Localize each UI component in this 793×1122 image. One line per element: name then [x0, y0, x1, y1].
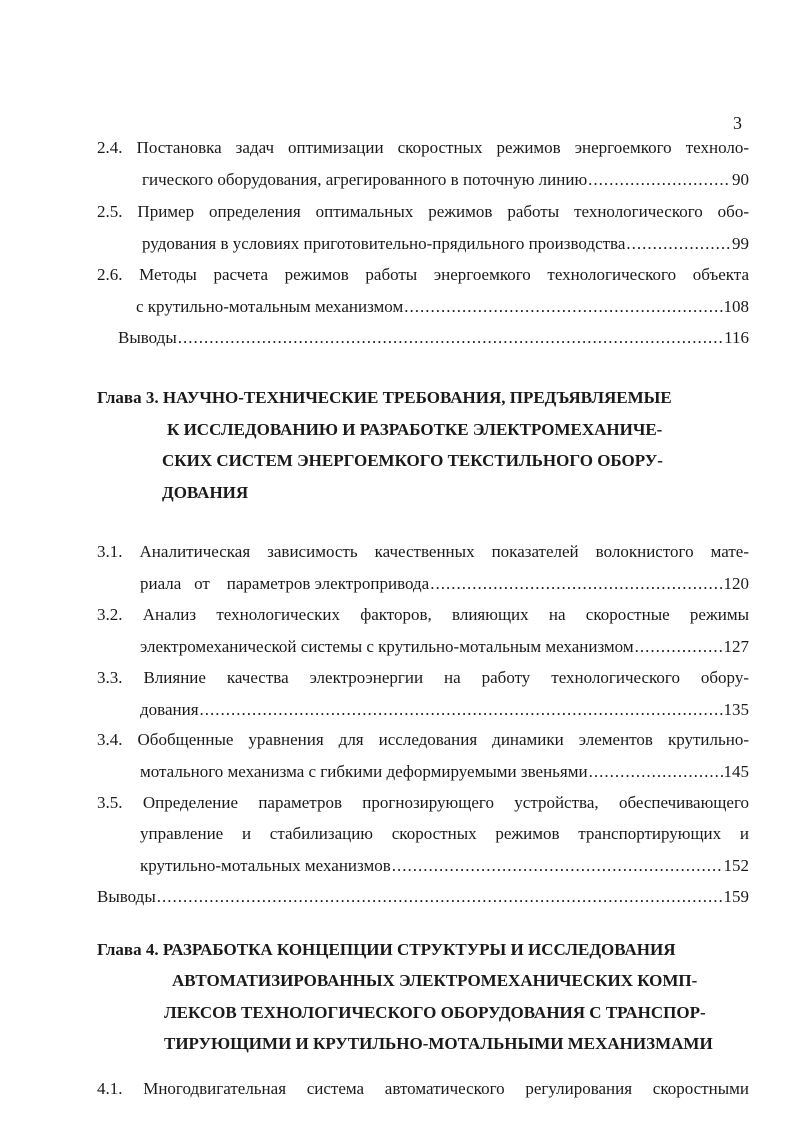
toc-entry-page: 145	[723, 762, 749, 781]
toc-entry-title-cont: мотального механизма с гибкими деформируемыми звеньями	[140, 762, 588, 781]
toc-entry-3-2-line2[interactable]	[140, 636, 749, 658]
chapter-4-heading-line2: АВТОМАТИЗИРОВАННЫХ ЭЛЕКТРОМЕХАНИЧЕСКИХ КОМП-	[172, 971, 698, 990]
leader-dots	[200, 699, 723, 721]
toc-entry-title-cont: крутильно-мотальных механизмов	[140, 856, 391, 875]
toc-entry-title: Влияние качества электроэнергии на работу технологического обору-	[143, 668, 749, 687]
chapter-3-heading-line4: ДОВАНИЯ	[162, 483, 249, 502]
toc-entry-number: 2.5.	[97, 202, 123, 221]
toc-entry-3-3-line1	[97, 667, 749, 689]
toc-entry-page: 116	[724, 328, 749, 347]
toc-entry-title: Постановка задач оптимизации скоростных режимов энергоемкого техноло-	[136, 138, 749, 157]
leader-dots	[626, 233, 731, 255]
toc-entry-number: 2.6.	[97, 265, 123, 284]
toc-entry-number: 3.5.	[97, 793, 123, 812]
toc-entry-page: 127	[723, 637, 749, 656]
toc-entry-title: Методы расчета режимов работы энергоемкого технологического объекта	[139, 265, 749, 284]
toc-entry-2-5-line2[interactable]	[142, 233, 749, 255]
toc-entry-title: Выводы	[118, 328, 177, 347]
toc-entry-2-4-line1	[97, 137, 749, 159]
toc-entry-title: Многодвигательная система автоматического регулирования скоростными	[143, 1079, 749, 1098]
toc-entry-title: Обобщенные уравнения для исследования динамики элементов крутильно-	[137, 730, 750, 749]
chapter-4-heading-line1: Глава 4. РАЗРАБОТКА КОНЦЕПЦИИ СТРУКТУРЫ И ИССЛЕДОВАНИЯ	[97, 940, 676, 959]
toc-entry-title: Определение параметров прогнозирующего устройства, обеспечивающего	[142, 793, 749, 812]
toc-entry-3-4-line2[interactable]	[140, 761, 749, 783]
toc-entry-page: 120	[723, 574, 749, 593]
toc-entry-title-cont: дования	[140, 700, 199, 719]
chapter-4-heading-line4: ТИРУЮЩИМИ И КРУТИЛЬНО-МОТАЛЬНЫМИ МЕХАНИЗМАМИ	[164, 1034, 713, 1053]
toc-entry-3-5-line3[interactable]	[140, 855, 749, 877]
chapter-4-heading-line3: ЛЕКСОВ ТЕХНОЛОГИЧЕСКОГО ОБОРУДОВАНИЯ С ТРАНСПОР-	[164, 1003, 706, 1022]
toc-entry-2-4-line2[interactable]	[142, 169, 749, 191]
leader-dots	[178, 327, 723, 349]
toc-entry-3-1-line1	[97, 541, 749, 563]
leader-dots	[157, 886, 723, 908]
toc-entry-3-5-line1	[97, 792, 749, 814]
leader-dots	[588, 169, 731, 191]
leader-dots	[635, 636, 723, 658]
toc-entry-2-5-line1	[97, 201, 749, 223]
toc-entry-number: 3.3.	[97, 668, 123, 687]
toc-entry-title-cont: управление и стабилизацию скоростных режимов транспортирующих и	[140, 824, 749, 843]
chapter-3-heading-line2: К ИССЛЕДОВАНИЮ И РАЗРАБОТКЕ ЭЛЕКТРОМЕХАНИЧЕ-	[167, 420, 663, 439]
leader-dots	[430, 573, 722, 595]
toc-entry-title: Анализ технологических факторов, влияющих на скоростные режимы	[142, 605, 749, 624]
toc-entry-title-cont: с крутильно-мотальным механизмом	[136, 297, 404, 316]
toc-entry-page: 152	[723, 856, 749, 875]
toc-entry-title: Аналитическая зависимость качественных показателей волокнистого мате-	[139, 542, 750, 561]
leader-dots	[392, 855, 723, 877]
toc-entry-page: 99	[732, 234, 749, 253]
chapter-3-heading-line3: СКИХ СИСТЕМ ЭНЕРГОЕМКОГО ТЕКСТИЛЬНОГО ОБОРУ-	[162, 451, 663, 470]
toc-entry-3-4-line1	[97, 729, 749, 751]
toc-entry-page: 108	[723, 297, 749, 316]
toc-entry-title: Пример определения оптимальных режимов работы технологического обо-	[137, 202, 749, 221]
toc-entry-page: 135	[723, 700, 749, 719]
page-number: 3	[733, 113, 742, 133]
toc-entry-title-cont: электромеханической системы с крутильно-мотальным механизмом	[140, 637, 634, 656]
toc-entry-number: 3.4.	[97, 730, 123, 749]
toc-entry-page: 159	[723, 887, 749, 906]
toc-entry-title-cont: риала от параметров электропривода	[140, 574, 430, 593]
toc-entry-number: 3.2.	[97, 605, 123, 624]
toc-entry-title-cont: гического оборудования, агрегированного в поточную линию	[142, 170, 588, 189]
toc-conclusions-3[interactable]	[97, 886, 749, 908]
toc-entry-2-6-line1	[97, 264, 749, 286]
toc-entry-3-5-line2	[140, 823, 749, 845]
chapter-3-heading-line1: Глава 3. НАУЧНО-ТЕХНИЧЕСКИЕ ТРЕБОВАНИЯ, ПРЕДЪЯВЛЯЕМЫЕ	[97, 388, 672, 407]
toc-entry-title: Выводы	[97, 887, 156, 906]
leader-dots	[589, 761, 723, 783]
toc-entry-2-6-line2[interactable]	[136, 296, 749, 318]
toc-entry-title-cont: рудования в условиях приготовительно-прядильного производства	[142, 234, 626, 253]
toc-entry-3-3-line2[interactable]	[140, 699, 749, 721]
toc-entry-3-2-line1	[97, 604, 749, 626]
toc-entry-3-1-line2[interactable]	[140, 573, 749, 595]
toc-entry-4-1-line1	[97, 1078, 749, 1100]
toc-entry-number: 2.4.	[97, 138, 123, 157]
toc-entry-page: 90	[732, 170, 749, 189]
toc-entry-number: 4.1.	[97, 1079, 123, 1098]
toc-conclusions-2[interactable]	[118, 327, 749, 349]
toc-entry-number: 3.1.	[97, 542, 123, 561]
leader-dots	[404, 296, 722, 318]
